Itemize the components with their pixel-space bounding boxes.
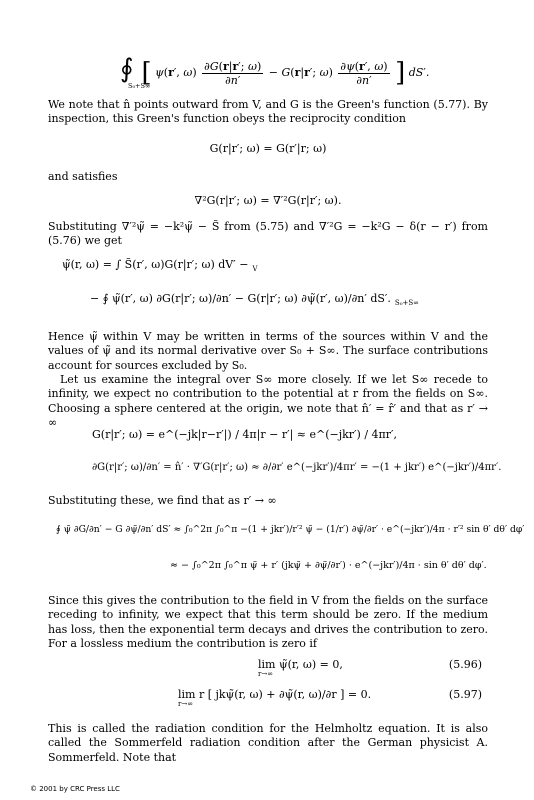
equation-limit-line1: ∮ ψ̃ ∂G/∂n′ − G ∂ψ̃/∂n′ dS′ ≈ ∫₀^2π ∫₀^π −(1 + jkr′)/r′² ψ̃ − (1/r′) ∂ψ̃/∂r′ · e^(−jkr′)/4π · r′² sin θ′ dθ′ dφ′ <box>56 524 525 535</box>
paragraph-4: Hence ψ̃ within V may be written in terms of the sources within V and the values of ψ̃ and its normal derivative over S₀ + S∞. The surface contributions account for sources excluded by S₀. <box>48 330 488 372</box>
equation-solution-line2: − ∮ ψ̃(r′, ω) ∂G(r|r′; ω)/∂n′ − G(r|r′; ω) ∂ψ̃(r′, ω)/∂n′ dS′. $_{S_0+S\infty}$ <box>90 292 420 307</box>
copyright-footer: © 2001 by CRC Press LLC <box>30 785 120 793</box>
contour-integral-symbol: ∮ S₀+S∞ <box>120 54 151 90</box>
equation-5-96: lim ψ̃(r, ω) = 0, r→∞ <box>258 658 343 678</box>
paragraph-8: This is called the radiation condition for the Helmholtz equation. It is also called the Sommerfeld radiation condition after the German physicist A. Sommerfeld. Note that <box>48 722 488 764</box>
paragraph-3: Substituting ∇′²ψ̃ = −k²ψ̃ − S̃ from (5.75) and ∇′²G = −k²G − δ(r − r′) from (5.76) we get <box>48 220 488 248</box>
equation-green-derivative: ∂G(r|r′; ω)/∂n′ = n̂′ · ∇′G(r|r′; ω) ≈ ∂/∂r′ e^(−jkr′)/4πr′ = −(1 + jkr′) e^(−jkr′)/4πr′. <box>92 462 502 473</box>
equation-solution-line1: ψ̃(r, ω) = ∫ S̃(r′, ω)G(r|r′; ω) dV′ − $_V$ <box>62 258 258 273</box>
equation-number-5-97: (5.97) <box>448 688 482 701</box>
equation-laplacian: ∇²G(r|r′; ω) = ∇′²G(r|r′; ω). <box>194 194 342 207</box>
equation-green-asymptotic: G(r|r′; ω) = e^(−jk|r−r′|) / 4π|r − r′| ≈ e^(−jkr′) / 4πr′, <box>92 428 398 441</box>
equation-number-5-96: (5.96) <box>448 658 482 671</box>
paragraph-6: Substituting these, we find that as r′ → ∞ <box>48 494 277 507</box>
paragraph-5: Let us examine the integral over S∞ more closely. If we let S∞ recede to infinity, we expect no contribution to the potential at r from the fields on S∞. Choosing a sphere centered at the origin, we note that n̂′ = r̂′ and that as r′ → ∞ <box>48 373 488 430</box>
equation-top: ∮ S₀+S∞ [ ψ(r′, ω) $\frac{\partial G(r|r'; \omega)}{\partial n'}$ − G(r|r′; ω) $\frac{\partial\psi(r', \omega)}{\partial n'}$ ] dS′. <box>120 54 430 90</box>
equation-5-97: lim r [ jkψ̃(r, ω) + ∂ψ̃(r, ω)/∂r ] = 0. r→∞ <box>178 688 372 708</box>
equation-limit-line2: ≈ − ∫₀^2π ∫₀^π ψ̃ + r′ (jkψ̃ + ∂ψ̃/∂r′) · e^(−jkr′)/4π · sin θ′ dθ′ dφ′. <box>170 560 487 571</box>
paragraph-7: Since this gives the contribution to the field in V from the fields on the surface receding to infinity, we expect that this term should be zero. If the medium has loss, then the exponential term decays and drives the contribution to zero. For a lossless medium the contribution is zero if <box>48 594 488 651</box>
paragraph-2: and satisfies <box>48 170 118 183</box>
paragraph-1: We note that n̂ points outward from V, and G is the Green's function (5.77). By inspection, this Green's function obeys the reciprocity condition <box>48 98 488 126</box>
equation-reciprocity: G(r|r′; ω) = G(r′|r; ω) <box>209 142 327 155</box>
